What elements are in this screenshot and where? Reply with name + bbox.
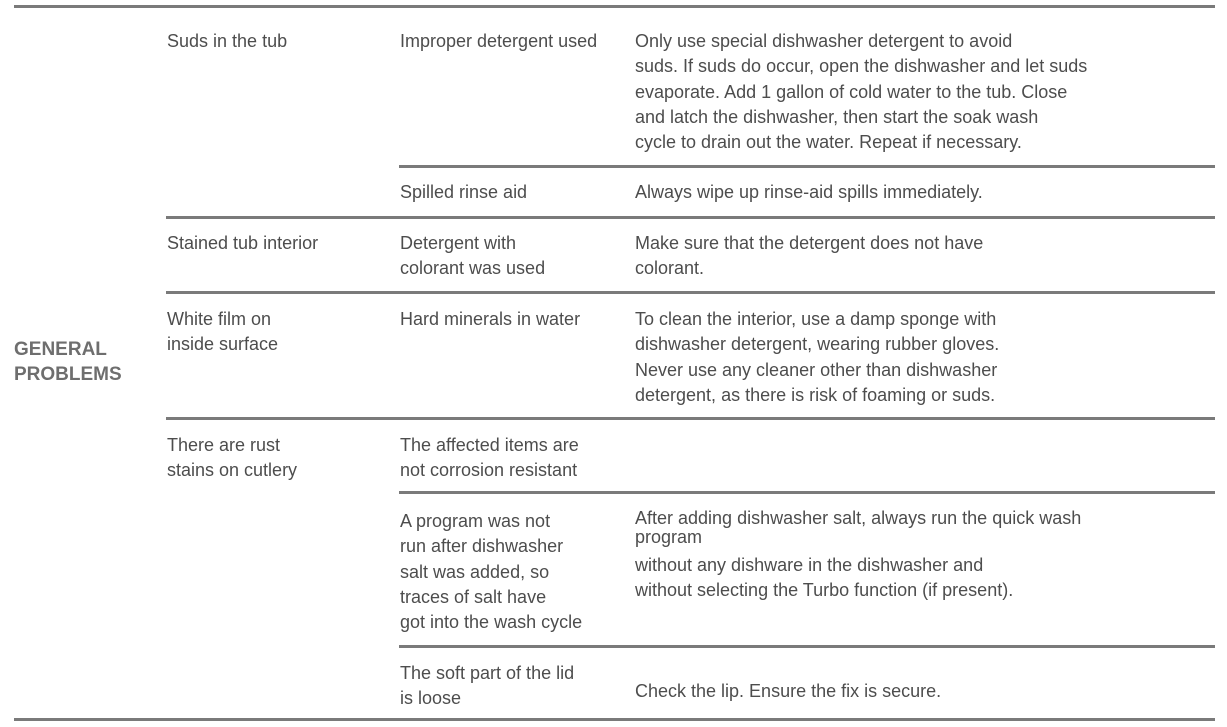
cause-cell: Hard minerals in water <box>400 309 581 329</box>
solution-cell-first: After adding dishwasher salt, always run the quick wash program <box>635 508 1082 547</box>
solution-cell: Make sure that the detergent does not have colorant. <box>635 233 984 279</box>
problem-cell: Stained tub interior <box>167 233 319 253</box>
cause-cell: Spilled rinse aid <box>400 182 528 202</box>
solution-cell: Always wipe up rinse-aid spills immediately. <box>635 182 983 202</box>
solution-cell: Only use special dishwasher detergent to avoid suds. If suds do occur, open the dishwasher and let suds evaporate. Add 1 gallon of cold water to the tub. Close and latch the dishwasher, then start the soak wash cycle to drain out the water. Repeat if necessary. <box>635 31 1088 153</box>
row-divider <box>166 216 1215 219</box>
row-divider <box>399 645 1215 648</box>
row-divider <box>166 417 1215 420</box>
cause-cell: Improper detergent used <box>400 31 598 51</box>
solution-cell: without any dishware in the dishwasher and without selecting the Turbo function (if present). <box>635 555 1014 601</box>
solution-cell: Check the lip. Ensure the fix is secure. <box>635 681 942 701</box>
row-divider <box>166 291 1215 294</box>
table-top-rule <box>14 5 1215 8</box>
cause-cell: Detergent with colorant was used <box>400 233 546 279</box>
solution-cell: To clean the interior, use a damp sponge with dishwasher detergent, wearing rubber gloves. Never use any cleaner other than dishwasher detergent, as there is risk of foaming or suds. <box>635 309 1000 405</box>
table-bottom-rule <box>14 718 1215 721</box>
section-label: GENERAL PROBLEMS <box>14 339 122 385</box>
row-divider <box>399 165 1215 168</box>
row-divider <box>399 491 1215 494</box>
cause-cell: The soft part of the lid is loose <box>400 663 575 709</box>
problem-cell: There are rust stains on cutlery <box>167 435 298 481</box>
cause-cell: A program was not run after dishwasher salt was added, so traces of salt have got into the wash cycle <box>400 511 583 633</box>
problem-cell: Suds in the tub <box>167 31 288 51</box>
problem-cell: White film on inside surface <box>167 309 279 355</box>
cause-cell: The affected items are not corrosion resistant <box>400 435 579 481</box>
